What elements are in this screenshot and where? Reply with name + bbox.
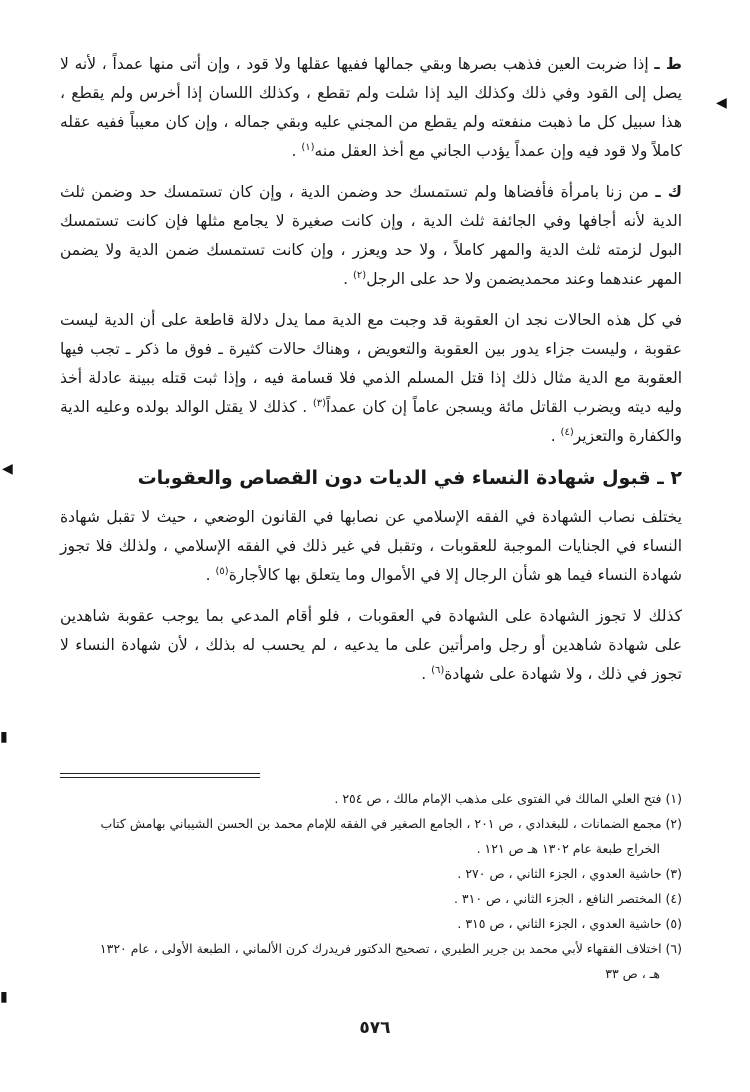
footnote-ref[interactable]: (٦) [431,664,445,676]
footnote-2 [50,811,682,861]
paragraph-testimony-on-testimony [60,602,682,689]
footnote-text: (٢) مجمع الضمانات ، للبغدادي ، ص ٢٠١ ، الجامع الصغير في الفقه للإمام محمد بن الحسن الشيباني بهامش كتاب [100,816,682,831]
footnote-ref[interactable]: (٥) [215,565,229,577]
footnote-5 [50,911,682,936]
paragraph-tail: . [550,427,561,445]
footnote-ref[interactable]: (٤) [560,426,574,438]
margin-tick-icon: ▮ [0,989,8,1005]
paragraph-label: ك ـ [655,183,682,201]
footnote-continuation: هـ ، ص ٣٣ [605,966,660,981]
paragraph-tail: . [291,142,302,160]
paragraph-kaf [60,178,682,294]
footnote-1 [50,786,682,811]
footnote-4 [50,886,682,911]
footnote-text: (٤) المختصر النافع ، الجزء الثاني ، ص ٣١٠ . [453,891,682,906]
paragraph-text: كذلك لا تجوز الشهادة على الشهادة في العقوبات ، فلو أقام المدعي بما يوجب عقوبة شاهدين على شهادة شاهدين أو رجل وامرأتين على ما يدعيه ، لم يحسب له بذلك ، لأن شهادة النساء لا تجوز في ذلك ، ولا شهادة على شهادة [60,607,682,683]
footnote-divider [60,777,260,778]
section-heading: ٢ ـ قبول شهادة النساء في الديات دون القصاص والعقوبات [137,467,682,489]
footnote-text: (٦) اختلاف الفقهاء لأبي محمد بن جرير الطبري ، تصحيح الدكتور فريدرك كرن الألماني ، الطبعة الأولى ، عام ١٣٢٠ [99,941,682,956]
paragraph-tail: . [343,270,353,288]
footnote-ref[interactable]: (٣) [312,397,326,409]
footnote-text: (٣) حاشية العدوي ، الجزء الثاني ، ص ٢٧٠ . [457,866,682,881]
footnote-text: (٥) حاشية العدوي ، الجزء الثاني ، ص ٣١٥ . [457,916,682,931]
paragraph-conclusion [60,306,682,451]
paragraph-label: ط ـ [654,55,682,73]
paragraph-tail: . كذلك لا يقتل الوالد بولده وعليه الدية والكفارة والتعزير [60,398,682,445]
paragraph-tail: . [205,566,216,584]
paragraph-text: في كل هذه الحالات نجد ان العقوبة قد وجبت مع الدية مما يدل دلالة قاطعة على أن الدية ليست عقوبة ، وليست جزاء يدور بين العقوبة والتعويض ، وهناك حالات كثيرة ـ فوق ما ذكر ـ تجب فيها العقوبة مع الدية مثال ذلك إذا قتل المسلم الذمي فلا قسامة فيه ، وإذا ثبت قتله ببينة عادلة أخذ وليه ديته ويضرب القاتل مائة ويسجن عاماً إن كان عمداً [60,311,682,416]
footnote-text: (١) فتح العلي المالك في الفتوى على مذهب الإمام مالك ، ص ٢٥٤ . [334,791,682,806]
footnote-6 [50,936,682,986]
footnote-ref[interactable]: (١) [301,141,315,153]
paragraph-ta [60,50,682,166]
page-body [60,50,682,701]
footnote-divider [60,773,260,774]
margin-arrow-icon: ◀ [716,95,727,111]
margin-arrow-icon: ◀ [2,461,13,477]
paragraph-text: إذا ضربت العين فذهب بصرها وبقي جمالها ففيها عقلها ولا قود ، وإن أتى منها عمداً ، لأنه لا يصل إلى القود وفي ذلك وكذلك اليد إذا شلت ولم تقطع ، وكذلك اللسان إذا أخرس ولم يقطع ، هذا سبيل كل ما ذهبت منفعته ولم يقطع من المجني عليه وبقي جماله ، وإن كان معيباً ففيه عقله كاملاً ولا قود فيه وإن عمداً يؤدب الجاني مع أخذ العقل منه [60,55,682,160]
margin-tick-icon: ▮ [0,729,8,745]
paragraph-text: من زنا بامرأة فأفضاها ولم تستمسك حد وضمن الدية ، وإن كان تستمسك حد وضمن ثلث الدية لأنه أجافها وفي الجائفة ثلث الدية ، وإن كانت صغيرة لا يجامع مثلها فإن كانت تستمسك البول لزمته ثلث الدية والمهر كاملاً ، ولا حد ويعزر ، وإن كانت تستمسك ضمن الدية ولا يضمن المهر عندهما وعند محمديضمن ولا حد على الرجل [60,183,682,288]
footnote-ref[interactable]: (٢) [353,269,367,281]
paragraph-text: يختلف نصاب الشهادة في الفقه الإسلامي عن نصابها في القانون الوضعي ، حيث لا تقبل شهادة النساء في الجنايات الموجبة للعقوبات ، وتقبل في غير ذلك في الفقه الإسلامي ، ولذلك فلا تجوز شهادة النساء فيما هو شأن الرجال إلا في الأموال وما يتعلق بها كالأجارة [60,508,682,584]
page-number: ٥٧٦ [359,1018,391,1038]
footnote-3 [50,861,682,886]
paragraph-tail: . [421,665,432,683]
paragraph-testimony-quorum [60,503,682,590]
footnote-continuation: الخراج طبعة عام ١٣٠٢ هـ ص ١٢١ . [476,841,660,856]
footnotes [50,786,682,986]
